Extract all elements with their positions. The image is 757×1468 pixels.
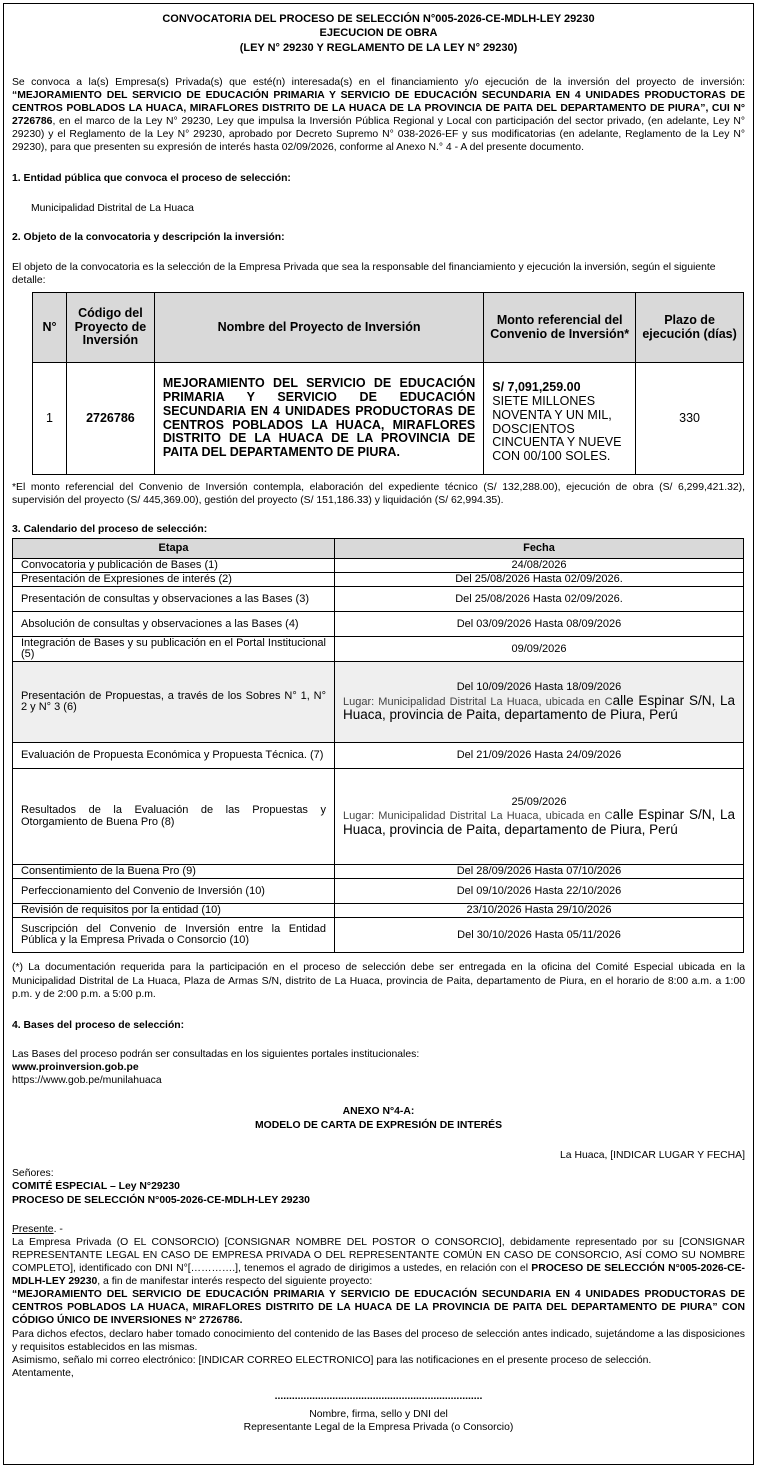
schedule-fecha: Del 30/10/2026 Hasta 05/11/2026 bbox=[335, 918, 744, 953]
col-header-etapa: Etapa bbox=[13, 539, 335, 559]
schedule-fecha: Del 21/09/2026 Hasta 24/09/2026 bbox=[335, 743, 744, 769]
schedule-row bbox=[13, 904, 744, 918]
section-2-title: 2. Objeto de la convocatoria y descripción la inversión: bbox=[12, 231, 285, 243]
schedule-etapa: Perfeccionamiento del Convenio de Inversión (10) bbox=[13, 879, 335, 904]
letter-project: “MEJORAMIENTO DEL SERVICIO DE EDUCACIÓN PRIMARIA Y SERVICIO DE EDUCACIÓN SECUNDARIA EN 4 UNIDADES PRODUCTORAS DE CENTROS POBLADOS LA HUACA, MIRAFLORES DISTRITO DE LA HUACA DE LA PROVINCIA DE PAITA DEL DEPARTAMENTO DE PIURA” CON CÓDIGO ÚNICO DE INVERSIONES N° 2726786. bbox=[12, 1289, 745, 1327]
link-municipality[interactable]: https://www.gob.pe/munilahuaca bbox=[12, 1075, 162, 1087]
section-1-title: 1. Entidad pública que convoca el proceso de selección: bbox=[12, 172, 291, 184]
annex-title: ANEXO N°4-A: MODELO DE CARTA DE EXPRESIÓN DE INTERÉS bbox=[254, 1106, 503, 1131]
schedule-etapa: Presentación de Propuestas, a través de los Sobres N° 1, N° 2 y N° 3 (6) bbox=[13, 662, 335, 743]
schedule-row bbox=[13, 559, 744, 573]
addressee-label: Señores: bbox=[12, 1168, 54, 1180]
link-proinversion[interactable]: www.proinversion.gob.pe bbox=[12, 1061, 139, 1073]
schedule-etapa: Presentación de Expresiones de interés (2) bbox=[13, 573, 335, 587]
section-4-text: Las Bases del proceso podrán ser consultadas en los siguientes portales institucionales: bbox=[12, 1048, 420, 1060]
addressee-committee: COMITÉ ESPECIAL – Ley N°29230 bbox=[12, 1181, 180, 1193]
intro-paragraph: Se convoca a la(s) Empresa(s) Privada(s) que esté(n) interesada(s) en el financiamiento y/o ejecución de la inversión del proyecto de inversión: “MEJORAMIENTO DEL SERVICIO DE EDUCACIÓN PRIMARIA Y SERVICIO DE EDUCACIÓN SECUNDARIA EN 4 UNIDADES PRODUCTORAS DE CENTROS POBLADOS LA HUACA, MIRAFLORES DISTRITO DE LA HUACA DE LA PROVINCIA DE PAITA DEL DEPARTAMENTO DE PIURA”, CUI N° 2726786, en el marco de la Ley N° 29230, Ley que impulsa la Inversión Pública Regional y Local con participación del sector privado, (en adelante, Ley N° 29230) y el Reglamento de la Ley N° 29230, aprobado por Decreto Supremo N° 038-2026-EF y sus modificatorias (en adelante, Reglamento de la Ley N° 29230), para que presenten su expresión de interés hasta 02/09/2026, conforme al Anexo N.° 4 - A del presente documento. bbox=[12, 76, 745, 154]
schedule-etapa: Absolución de consultas y observaciones a las Bases (4) bbox=[13, 612, 335, 637]
section-3-title: 3. Calendario del proceso de selección: bbox=[12, 524, 208, 536]
schedule-row bbox=[13, 573, 744, 587]
schedule-etapa: Integración de Bases y su publicación en el Portal Institucional (5) bbox=[13, 637, 335, 662]
schedule-etapa: Suscripción del Convenio de Inversión entre la Entidad Pública y la Empresa Privada o Consorcio (10) bbox=[13, 918, 335, 953]
document-title: CONVOCATORIA DEL PROCESO DE SELECCIÓN N°005-2026-CE-MDLH-LEY 29230 EJECUCION DE OBRA (LEY N° 29230 Y REGLAMENTO DE LA LEY N° 29230) bbox=[162, 13, 595, 54]
addressee-process: PROCESO DE SELECCIÓN N°005-2026-CE-MDLH-LEY 29230 bbox=[12, 1194, 310, 1206]
section-4-title: 4. Bases del proceso de selección: bbox=[12, 1019, 185, 1031]
letter-closing: Atentamente, bbox=[12, 1367, 74, 1379]
schedule-row bbox=[13, 662, 744, 743]
schedule-etapa: Resultados de la Evaluación de las Propuestas y Otorgamiento de Buena Pro (8) bbox=[13, 769, 335, 865]
schedule-row bbox=[13, 743, 744, 769]
schedule-fecha: Del 28/09/2026 Hasta 07/10/2026 bbox=[335, 865, 744, 879]
schedule-fecha: 09/09/2026 bbox=[335, 637, 744, 662]
schedule-fecha: 24/08/2026 bbox=[335, 559, 744, 573]
cell-project-name: MEJORAMIENTO DEL SERVICIO DE EDUCACIÓN PRIMARIA Y SERVICIO DE EDUCACIÓN SECUNDARIA EN 4 UNIDADES PRODUCTORAS DE CENTROS POBLADOS LA HUACA, MIRAFLORES DISTRITO DE LA HUACA DE LA PROVINCIA DE PAITA DEL DEPARTAMENTO DE PIURA. bbox=[154, 363, 483, 475]
schedule-note: (*) La documentación requerida para la participación en el proceso de selección debe ser entregada en la oficina del Comité Especial ubicada en la Municipalidad Distrital de La Huaca, Plaza de Armas S/N, distrito de La Huaca, provincia de Paita, departamento de Piura, en el horario de 8:00 a.m. a 1:00 p.m. y de 2:00 p.m. a 5:00 p.m. bbox=[12, 962, 745, 1000]
schedule-row bbox=[13, 587, 744, 612]
col-header-fecha: Fecha bbox=[335, 539, 744, 559]
schedule-fecha: Del 09/10/2026 Hasta 22/10/2026 bbox=[335, 879, 744, 904]
signature-line: ........................................................................ bbox=[274, 1390, 483, 1402]
cell-n: 1 bbox=[33, 363, 67, 475]
project-table bbox=[32, 292, 744, 475]
cell-days: 330 bbox=[636, 363, 744, 475]
col-header-code: Código del Proyecto de Inversión bbox=[66, 293, 154, 363]
schedule-fecha: Del 25/08/2026 Hasta 02/09/2026. bbox=[335, 587, 744, 612]
document-page bbox=[12, 12, 745, 1434]
col-header-n: N° bbox=[33, 293, 67, 363]
section-2-text: El objeto de la convocatoria es la selección de la Empresa Privada que sea la responsable del financiamiento y ejecución la inversión, según el siguiente detalle: bbox=[12, 261, 716, 286]
schedule-fecha: 23/10/2026 Hasta 29/10/2026 bbox=[335, 904, 744, 918]
cell-code: 2726786 bbox=[66, 363, 154, 475]
schedule-etapa: Evaluación de Propuesta Económica y Propuesta Técnica. (7) bbox=[13, 743, 335, 769]
col-header-name: Nombre del Proyecto de Inversión bbox=[154, 293, 483, 363]
schedule-row bbox=[13, 865, 744, 879]
schedule-etapa: Revisión de requisitos por la entidad (10) bbox=[13, 904, 335, 918]
col-header-days: Plazo de ejecución (días) bbox=[636, 293, 744, 363]
schedule-fecha: Del 03/09/2026 Hasta 08/09/2026 bbox=[335, 612, 744, 637]
schedule-etapa: Consentimiento de la Buena Pro (9) bbox=[13, 865, 335, 879]
schedule-row bbox=[13, 918, 744, 953]
presente-line: Presente. - bbox=[12, 1223, 63, 1235]
schedule-fecha: Del 10/09/2026 Hasta 18/09/2026 Lugar: Municipalidad Distrital La Huaca, ubicada en Calle Espinar S/N, La Huaca, provincia de Paita, departamento de Piura, Perú bbox=[335, 662, 744, 743]
schedule-fecha: Del 25/08/2026 Hasta 02/09/2026. bbox=[335, 573, 744, 587]
col-header-amount: Monto referencial del Convenio de Inversión* bbox=[484, 293, 636, 363]
schedule-row bbox=[13, 637, 744, 662]
amount-footnote: *El monto referencial del Convenio de Inversión contempla, elaboración del expediente técnico (S/ 132,288.00), ejecución de obra (S/ 6,299,421.32), supervisión del proyecto (S/ 445,369.00), gestión del proyecto (S/ 151,186.33) y liquidación (S/ 62,994.35). bbox=[12, 482, 745, 507]
schedule-row bbox=[13, 879, 744, 904]
schedule-table bbox=[12, 538, 744, 953]
schedule-row bbox=[13, 612, 744, 637]
schedule-etapa: Convocatoria y publicación de Bases (1) bbox=[13, 559, 335, 573]
letter-body: La Empresa Privada (O EL CONSORCIO) [CONSIGNAR NOMBRE DEL POSTOR O CONSORCIO], debidamente representado por su [CONSIGNAR REPRESENTANTE LEGAL EN CASO DE EMPRESA PRIVADA O DEL REPRESENTANTE COMÚN EN CASO DE CONSORCIO, ASÍ COMO SU NOMBRE COMPLETO], identificado con DNI N°[………….], tenemos el agrado de dirigimos a ustedes, en relación con el PROCESO DE SELECCIÓN N°005-2026-CE-MDLH-LEY 29230, a fin de manifestar interés respecto del siguiente proyecto: bbox=[12, 1236, 745, 1288]
letter-declaration: Para dichos efectos, declaro haber tomado conocimiento del contenido de las Bases del proceso de selección antes indicado, sujetándome a las disposiciones y requisitos establecidos en las mismas. bbox=[12, 1328, 745, 1353]
schedule-fecha: 25/09/2026 Lugar: Municipalidad Distrital La Huaca, ubicada en Calle Espinar S/N, La Huaca, provincia de Paita, departamento de Piura, Perú bbox=[335, 769, 744, 865]
convening-entity: Municipalidad Distrital de La Huaca bbox=[31, 202, 194, 214]
signature-block: ........................................................................ Nombre, firma, sello y DNI del Representante Legal de la Empresa Privada (o Consorcio) bbox=[12, 1390, 745, 1434]
schedule-row bbox=[13, 769, 744, 865]
schedule-etapa: Presentación de consultas y observaciones a las Bases (3) bbox=[13, 587, 335, 612]
cell-amount: S/ 7,091,259.00 SIETE MILLONES NOVENTA Y UN MIL, DOSCIENTOS CINCUENTA Y NUEVE CON 00/100 SOLES. bbox=[484, 363, 636, 475]
place-date: La Huaca, [INDICAR LUGAR Y FECHA] bbox=[560, 1150, 745, 1162]
letter-email: Asimismo, señalo mi correo electrónico: [INDICAR CORREO ELECTRONICO] para las notificaciones en el presente proceso de selección. bbox=[12, 1354, 652, 1366]
table-row bbox=[33, 363, 744, 475]
